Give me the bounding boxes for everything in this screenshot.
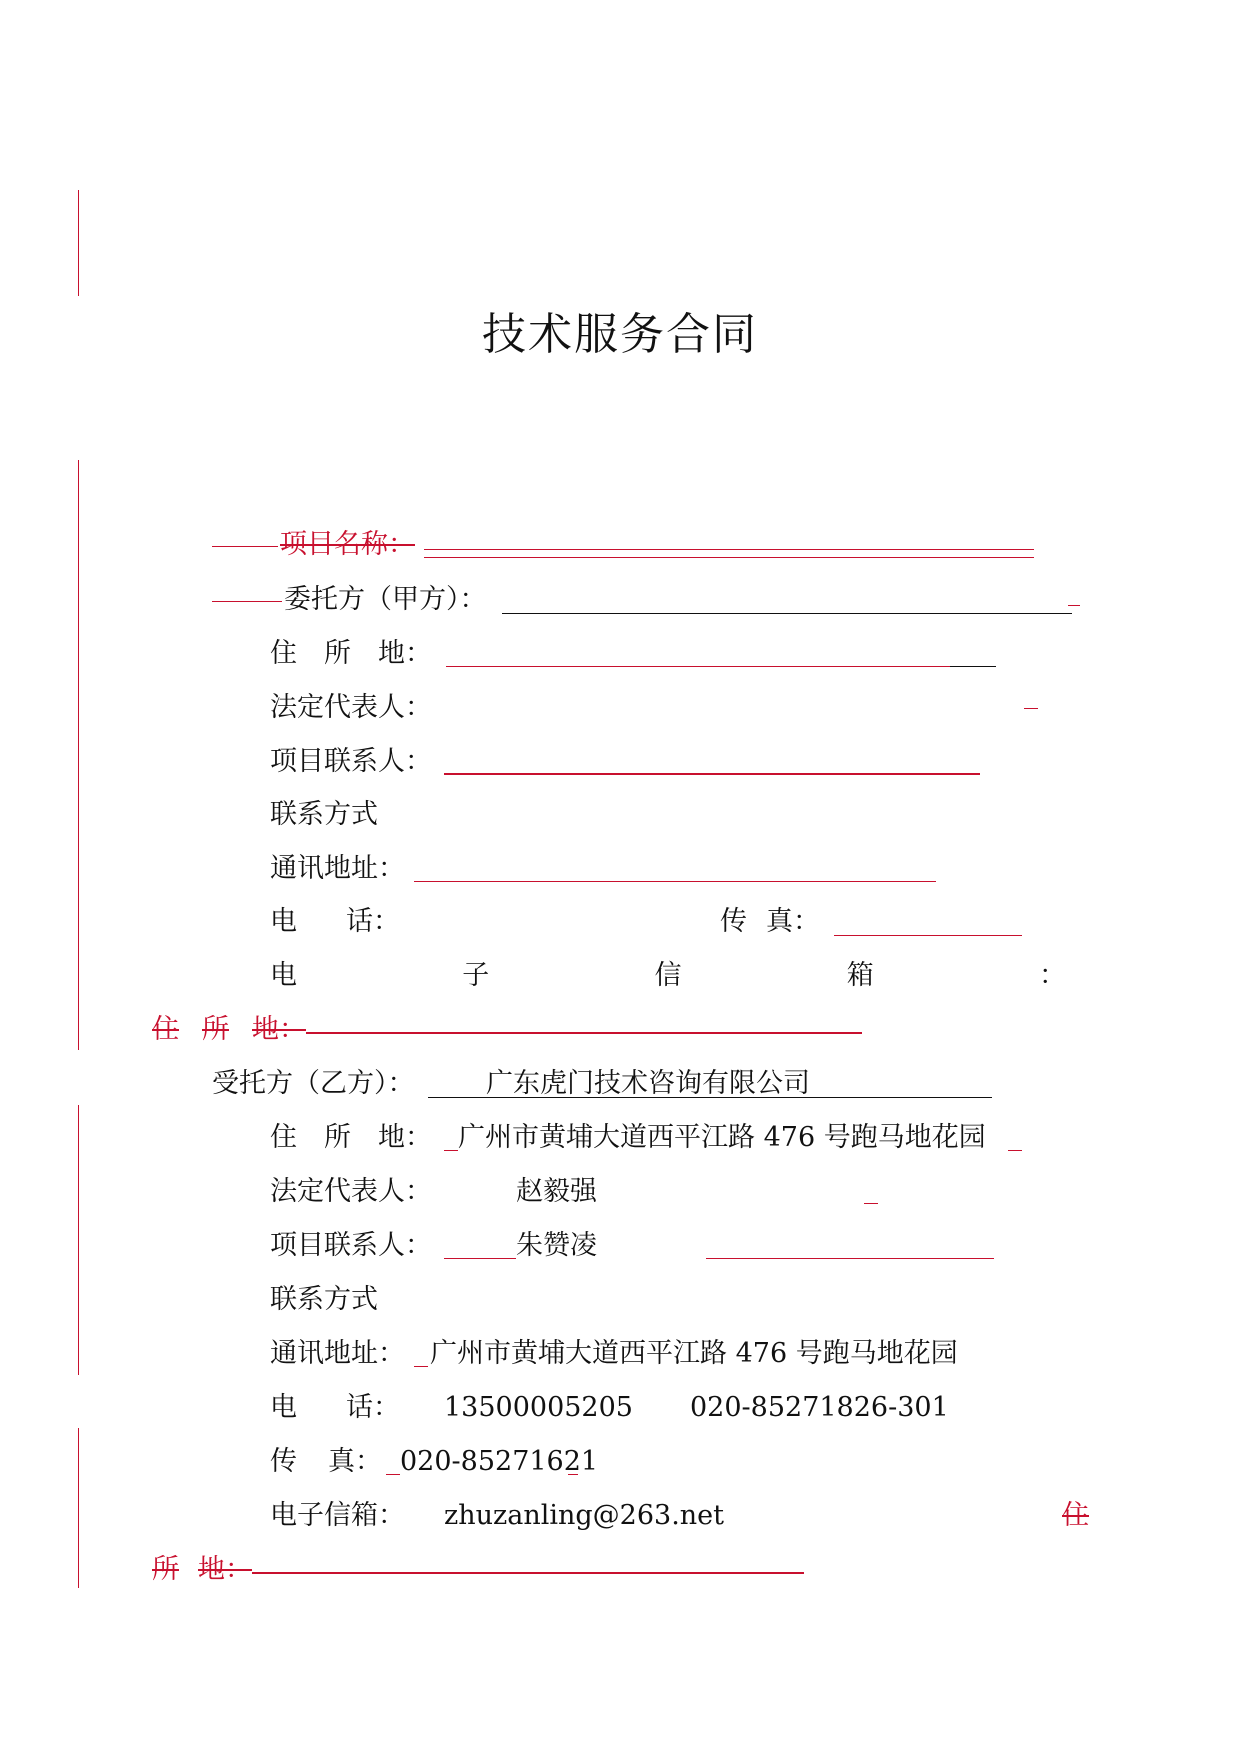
party-b-mail-address-value: 广州市黄埔大道西平江路 476 号跑马地花园 <box>430 1338 958 1369</box>
project-name-label: 项目名称： <box>280 529 415 560</box>
insert-mark <box>568 1474 578 1475</box>
deleted-address-line <box>252 1572 804 1574</box>
party-b-phone-office: 020-85271826-301 <box>690 1392 949 1423</box>
revision-bar <box>78 460 79 1050</box>
deleted-address-label: 住 所 地： <box>152 1014 306 1045</box>
party-a-contact-person-label: 项目联系人： <box>270 746 432 777</box>
party-b-legal-rep-value: 赵毅强 <box>516 1176 597 1207</box>
client-label: 委托方（甲方）： <box>284 584 487 615</box>
party-a-address-field-line-end <box>950 666 996 667</box>
project-name-field-line[interactable] <box>424 549 1034 550</box>
revision-bar <box>78 1428 79 1588</box>
party-b-email-value: zhuzanling@263.net <box>444 1500 724 1531</box>
party-a-contact-method-label: 联系方式 <box>270 799 378 830</box>
party-a-email-label: 电 子 信 箱 ： <box>270 960 1066 991</box>
party-a-fax-label: 传 真： <box>720 906 820 937</box>
deleted-line <box>212 546 278 547</box>
party-a-address-label: 住 所 地： <box>270 638 432 669</box>
insert-mark <box>444 1150 458 1151</box>
insert-mark <box>1024 708 1038 709</box>
party-b-fax-label: 传 真： <box>270 1446 382 1477</box>
party-b-contact-method-label: 联系方式 <box>270 1284 378 1315</box>
party-b-phone-label: 电 话： <box>270 1392 400 1423</box>
party-b-legal-rep-label: 法定代表人： <box>270 1176 432 1207</box>
party-a-legal-rep-label: 法定代表人： <box>270 692 432 723</box>
insert-mark <box>864 1203 878 1204</box>
party-a-mail-address-label: 通讯地址： <box>270 853 405 884</box>
insert-mark <box>414 1366 428 1367</box>
revision-bar <box>78 1105 79 1375</box>
party-b-email-label: 电子信箱： <box>270 1500 405 1531</box>
deleted-address-line <box>306 1032 862 1034</box>
party-a-fax-field-line[interactable] <box>834 935 1022 936</box>
project-name-field-line-2 <box>424 557 1034 558</box>
trustee-label: 受托方（乙方）： <box>212 1068 415 1099</box>
party-b-contact-person-label: 项目联系人： <box>270 1230 432 1261</box>
trustee-company-name: 广东虎门技术咨询有限公司 <box>486 1068 810 1099</box>
party-b-address-label: 住 所 地： <box>270 1122 432 1153</box>
party-b-address-value: 广州市黄埔大道西平江路 476 号跑马地花园 <box>458 1122 986 1153</box>
party-a-phone-label: 电 话： <box>270 906 400 937</box>
party-b-contact-person-line <box>444 1258 516 1259</box>
party-a-contact-person-field-line[interactable] <box>444 773 980 775</box>
party-b-mail-address-label: 通讯地址： <box>270 1338 405 1369</box>
party-b-contact-person-line-end <box>706 1258 994 1259</box>
party-a-address-field-line[interactable] <box>446 666 950 667</box>
insert-mark <box>386 1474 400 1475</box>
document-title: 技术服务合同 <box>482 309 758 360</box>
party-b-phone-mobile: 13500005205 <box>444 1392 633 1423</box>
deleted-char: 住 <box>1062 1500 1089 1531</box>
party-b-fax-value: 020-85271621 <box>400 1446 599 1477</box>
insert-mark <box>1068 605 1080 606</box>
insert-mark <box>1008 1150 1022 1151</box>
party-a-mail-address-field-line[interactable] <box>414 881 936 882</box>
deleted-address-label: 所 地： <box>152 1554 252 1585</box>
deleted-line <box>212 601 282 602</box>
revision-bar <box>78 190 79 296</box>
client-field-line[interactable] <box>502 613 1072 614</box>
party-b-contact-person-value: 朱赞凌 <box>516 1230 597 1261</box>
